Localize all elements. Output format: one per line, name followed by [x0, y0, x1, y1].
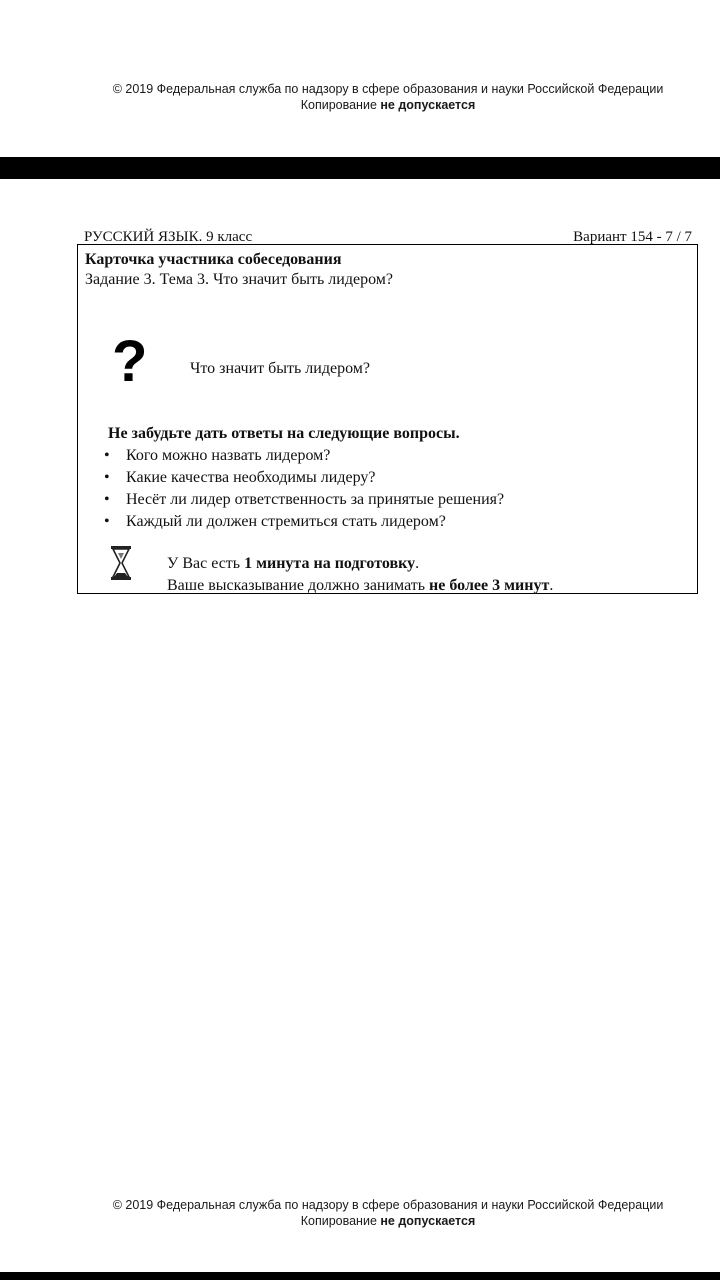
card-title: Карточка участника собеседования [85, 251, 342, 268]
question-text: Какие качества необходимы лидеру? [126, 469, 376, 486]
page-separator-bar [0, 157, 720, 179]
reminder-heading: Не забудьте дать ответы на следующие вопросы. [108, 425, 460, 442]
copying-prefix: Копирование [300, 98, 381, 112]
prep-line-2 [167, 575, 553, 597]
copying-line [0, 97, 720, 113]
bullet: • [104, 491, 110, 508]
copyright-notice-top [0, 81, 720, 113]
question-mark-icon: ? [112, 329, 148, 394]
bullet: • [104, 469, 110, 486]
list-item [102, 467, 504, 489]
list-item [102, 489, 504, 511]
preparation-note [167, 553, 553, 597]
copyright-notice-bottom [0, 1197, 720, 1229]
answer-punct: . [549, 577, 554, 594]
variant-label: Вариант 154 - 7 / 7 [573, 229, 692, 245]
copying-forbidden: не допускается [380, 1214, 476, 1228]
bullet: • [104, 513, 110, 530]
copyright-line: © 2019 Федеральная служба по надзору в сфере образования и науки Российской Федерации [112, 1198, 664, 1212]
prep-text: У Вас есть [167, 555, 245, 572]
question-text: Кого можно назвать лидером? [126, 447, 331, 464]
copying-prefix: Копирование [300, 1214, 381, 1228]
copying-forbidden: не допускается [380, 98, 476, 112]
page-separator-bar-bottom [0, 1272, 720, 1280]
question-text: Каждый ли должен стремиться стать лидером? [126, 513, 446, 530]
prep-line-1 [167, 553, 553, 575]
prep-time: 1 минута на подготовку [244, 555, 416, 572]
prep-punct: . [415, 555, 420, 572]
subject-label: РУССКИЙ ЯЗЫК. 9 класс [84, 229, 253, 245]
question-list [102, 445, 504, 533]
card-topic: Что значит быть лидером? [190, 360, 371, 377]
copyright-line: © 2019 Федеральная служба по надзору в сфере образования и науки Российской Федерации [112, 82, 664, 96]
list-item [102, 445, 504, 467]
participant-card [77, 244, 698, 594]
copying-line [0, 1213, 720, 1229]
card-task: Задание 3. Тема 3. Что значит быть лидером? [85, 271, 393, 288]
answer-text: Ваше высказывание должно занимать [167, 577, 430, 594]
bullet: • [104, 447, 110, 464]
answer-limit: не более 3 минут [429, 577, 550, 594]
list-item [102, 511, 504, 533]
hourglass-icon [110, 545, 132, 581]
question-text: Несёт ли лидер ответственность за принятые решения? [126, 491, 505, 508]
